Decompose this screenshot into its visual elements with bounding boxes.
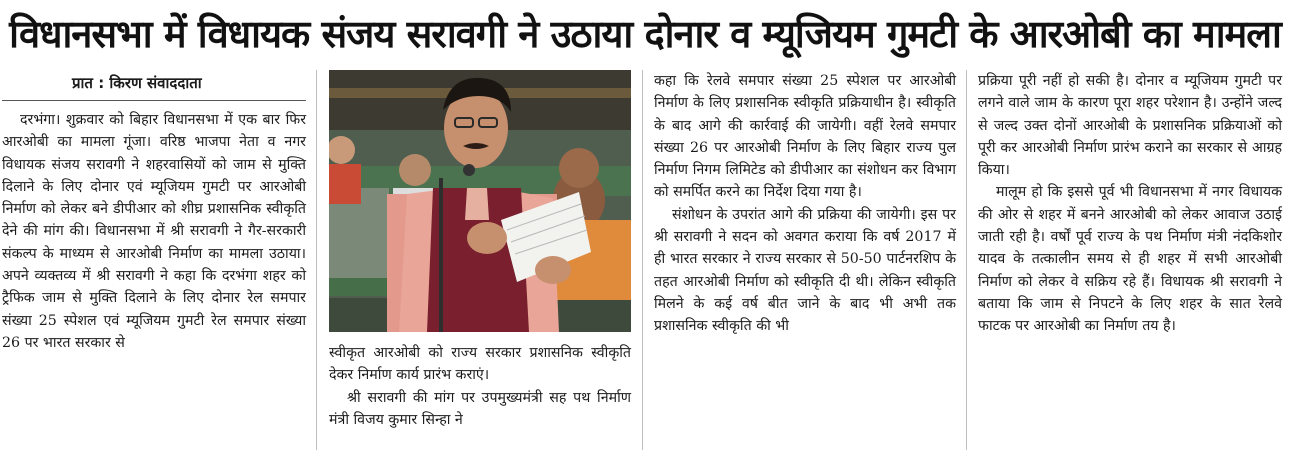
headline: विधानसभा में विधायक संजय सरावगी ने उठाया दोनार व म्यूजियम गुमटी के आरओबी का मामला [9, 12, 1281, 56]
column-divider [966, 70, 967, 450]
paragraph: मालूम हो कि इससे पूर्व भी विधानसभा में नगर विधायक की ओर से शहर में बनने आरओबी को लेकर आवाज उठाई जाती रही है। वर्षों पूर्व राज्य के पथ निर्माण मंत्री नंदकिशोर यादव के तत्कालीन समय से ही शहर में सभी आरओबी निर्माण को लेकर वे सक्रिय रहे हैं। विधायक श्री सरावगी ने बताया कि जाम से निपटने के लिए शहर के सात रेलवे फाटक पर आरओबी का निर्माण तय है। [978, 184, 1282, 335]
paragraph: दरभंगा। शुक्रवार को बिहार विधानसभा में एक बार फिर आरओबी का मामला गूंजा। वरिष्ठ भाजपा नेता व नगर विधायक संजय सरावगी ने शहरवासियों को जाम से मुक्ति दिलाने के लिए दोनार एवं म्यूजियम गुमटी पर आरओबी निर्माण को लेकर बने डीपीआर को शीघ्र प्रशासनिक स्वीकृति देने की मांग की। विधानसभा में श्री सरावगी ने गैर-सरकारी संकल्प के माध्यम से आरओबी निर्माण का मामला उठाया। अपने व्यक्तव्य में श्री सरावगी ने कहा कि दरभंगा शहर को ट्रैफिक जाम से मुक्ति दिलाने के लिए दोनार रेल समपार संख्या 25 स्पेशल एवं म्यूजियम गुमटी रेल समपार संख्या 26 पर भारत सरकार से [2, 112, 306, 351]
article-column-3 [654, 70, 956, 338]
paragraph: कहा कि रेलवे समपार संख्या 25 स्पेशल पर आरओबी निर्माण के लिए प्रशासनिक स्वीकृति प्रक्रियाधीन है। स्वीकृति के बाद आगे की कार्रवाई की जायेगी। वहीं रेलवे समपार संख्या 26 पर आरओबी निर्माण के लिए बिहार राज्य पुल निर्माण निगम लिमिटेड को डीपीआर का संशोधन कर विभाग को समर्पित करने का निर्देश दिया गया है। [654, 73, 956, 201]
column-divider [642, 70, 643, 450]
paragraph: श्री सरावगी की मांग पर उपमुख्यमंत्री सह पथ निर्माण मंत्री विजय कुमार सिन्हा ने [329, 389, 631, 428]
paragraph: प्रक्रिया पूरी नहीं हो सकी है। दोनार व म्यूजियम गुमटी पर लगने वाले जाम के कारण पूरा शहर परेशान है। उन्होंने जल्द से जल्द उक्त दोनों आरओबी के प्रशासनिक प्रक्रियाओं को पूरी कर आरओबी निर्माण प्रारंभ कराने का सरकार से आग्रह किया। [978, 73, 1282, 179]
byline: प्रात : किरण संवाददाता [2, 70, 306, 101]
paragraph: स्वीकृत आरओबी को राज्य सरकार प्रशासनिक स्वीकृति देकर निर्माण कार्य प्रारंभ कराएं। [329, 345, 631, 384]
article-photo [329, 70, 631, 332]
column-divider [316, 70, 317, 450]
article-column-2 [329, 342, 631, 431]
paragraph: संशोधन के उपरांत आगे की प्रक्रिया की जायेगी। इस पर श्री सरावगी ने सदन को अवगत कराया कि वर्ष 2017 में ही भारत सरकार ने राज्य सरकार से 50-50 पार्टनरशिप के तहत आरओबी निर्माण को स्वीकृति दी थी। लेकिन स्वीकृति मिलने के कई वर्ष बीत जाने के बाद भी अभी तक प्रशासनिक स्वीकृति की भी [654, 206, 956, 335]
article-column-4 [978, 70, 1282, 338]
article-column-1 [2, 70, 306, 354]
